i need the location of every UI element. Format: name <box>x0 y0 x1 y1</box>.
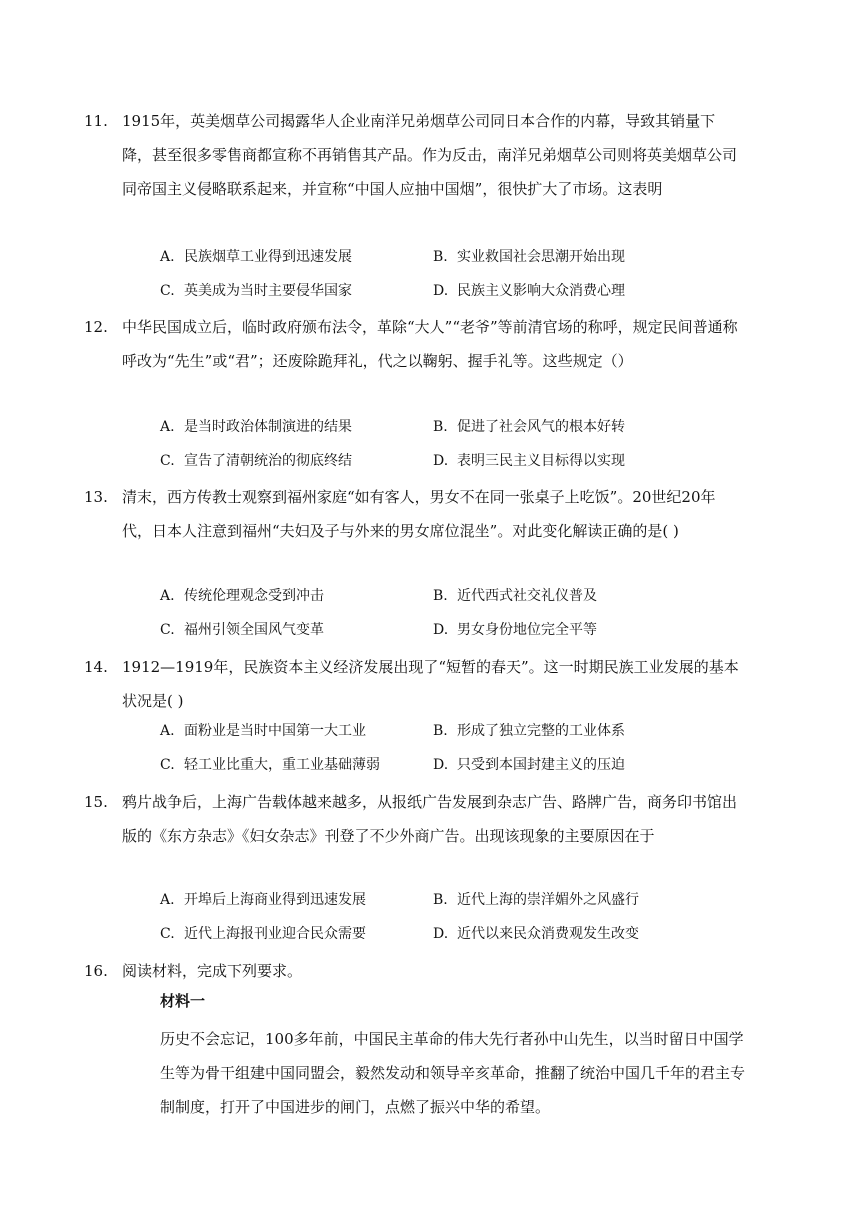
question-16 <box>84 954 742 988</box>
option-letter: A. <box>160 249 175 265</box>
question-number: 16. <box>84 962 108 980</box>
option-letter: C. <box>160 453 175 469</box>
option-letter: A. <box>160 588 175 604</box>
option-letter: D. <box>433 283 449 299</box>
question-11 <box>84 104 742 206</box>
option-text: 近代上海的崇洋媚外之风盛行 <box>457 892 639 908</box>
option-letter: D. <box>433 926 449 942</box>
question-number: 13. <box>84 488 108 506</box>
question-15 <box>84 785 742 853</box>
option-text: 民族主义影响大众消费心理 <box>457 283 625 299</box>
option-c <box>160 450 352 470</box>
option-text: 传统伦理观念受到冲击 <box>184 588 324 604</box>
question-stem: 阅读材料，完成下列要求。 <box>122 962 303 980</box>
option-b <box>433 585 597 605</box>
option-text: 近代西式社交礼仪普及 <box>457 588 597 604</box>
option-a <box>160 889 366 909</box>
option-letter: A. <box>160 419 175 435</box>
option-b <box>433 416 625 436</box>
option-c <box>160 619 324 639</box>
option-d <box>433 450 625 470</box>
option-text: 宣告了清朝统治的彻底终结 <box>184 453 352 469</box>
option-letter: D. <box>433 453 449 469</box>
option-b <box>433 246 625 266</box>
material-text: 历史不会忘记，100多年前，中国民主革命的伟大先行者孙中山先生，以当时留日中国学生等为骨干组建中国同盟会，毅然发动和领导辛亥革命，推翻了统治中国几千年的君主专制制度，打开了中国进步的闸门，点燃了振兴中华的希望。 <box>160 1030 746 1116</box>
option-text: 近代以来民众消费观发生改变 <box>457 926 639 942</box>
option-text: 只受到本国封建主义的压迫 <box>457 757 625 773</box>
option-d <box>433 619 597 639</box>
option-text: 是当时政治体制演进的结果 <box>184 419 352 435</box>
option-a <box>160 416 352 436</box>
option-text: 福州引领全国风气变革 <box>184 622 324 638</box>
option-b <box>433 889 639 909</box>
question-number: 14. <box>84 658 108 676</box>
option-d <box>433 754 625 774</box>
option-text: 面粉业是当时中国第一大工业 <box>184 723 366 739</box>
question-number: 12. <box>84 318 108 336</box>
option-letter: B. <box>433 723 448 739</box>
option-text: 民族烟草工业得到迅速发展 <box>184 249 352 265</box>
option-c <box>160 754 380 774</box>
option-text: 促进了社会风气的根本好转 <box>457 419 625 435</box>
option-letter: B. <box>433 892 448 908</box>
option-b <box>433 720 625 740</box>
option-letter: A. <box>160 723 175 739</box>
option-d <box>433 923 639 943</box>
option-text: 实业救国社会思潮开始出现 <box>457 249 625 265</box>
material-title: 材料一 <box>160 992 206 1010</box>
question-number: 11. <box>84 112 108 130</box>
option-text: 表明三民主义目标得以实现 <box>457 453 625 469</box>
option-text: 近代上海报刊业迎合民众需要 <box>184 926 366 942</box>
option-text: 形成了独立完整的工业体系 <box>457 723 625 739</box>
option-a <box>160 585 324 605</box>
question-number: 15. <box>84 793 108 811</box>
option-a <box>160 246 352 266</box>
option-text: 开埠后上海商业得到迅速发展 <box>184 892 366 908</box>
option-c <box>160 923 366 943</box>
option-d <box>433 280 625 300</box>
option-letter: D. <box>433 757 449 773</box>
question-stem: 1915年，英美烟草公司揭露华人企业南洋兄弟烟草公司同日本合作的内幕，导致其销量下降，甚至很多零售商都宣称不再销售其产品。作为反击，南洋兄弟烟草公司则将英美烟草公司同帝国主义侵略联系起来，并宣称“中国人应抽中国烟”，很快扩大了市场。这表明 <box>122 112 738 198</box>
option-letter: B. <box>433 249 448 265</box>
question-14 <box>84 650 742 718</box>
question-stem: 清末，西方传教士观察到福州家庭“如有客人，男女不在同一张桌子上吃饭”。20世纪20年代，日本人注意到福州“夫妇及子与外来的男女席位混坐”。对此变化解读正确的是( ) <box>122 488 716 540</box>
option-letter: D. <box>433 622 449 638</box>
option-a <box>160 720 366 740</box>
option-text: 男女身份地位完全平等 <box>457 622 597 638</box>
question-13 <box>84 480 742 548</box>
option-text: 英美成为当时主要侵华国家 <box>184 283 352 299</box>
option-letter: B. <box>433 588 448 604</box>
option-letter: B. <box>433 419 448 435</box>
option-letter: C. <box>160 622 175 638</box>
question-stem: 1912—1919年，民族资本主义经济发展出现了“短暂的春天”。这一时期民族工业发展的基本状况是( ) <box>122 658 739 710</box>
option-letter: C. <box>160 757 175 773</box>
option-letter: C. <box>160 926 175 942</box>
question-stem: 中华民国成立后，临时政府颁布法令，革除“大人”“老爷”等前清官场的称呼，规定民间普通称呼改为“先生”或“君”；还废除跪拜礼，代之以鞠躬、握手礼等。这些规定（） <box>122 318 738 370</box>
option-c <box>160 280 352 300</box>
question-12 <box>84 310 742 378</box>
option-letter: A. <box>160 892 175 908</box>
option-text: 轻工业比重大，重工业基础薄弱 <box>184 757 380 773</box>
option-letter: C. <box>160 283 175 299</box>
question-stem: 鸦片战争后，上海广告载体越来越多，从报纸广告发展到杂志广告、路牌广告，商务印书馆出版的《东方杂志》《妇女杂志》刊登了不少外商广告。出现该现象的主要原因在于 <box>122 793 738 845</box>
